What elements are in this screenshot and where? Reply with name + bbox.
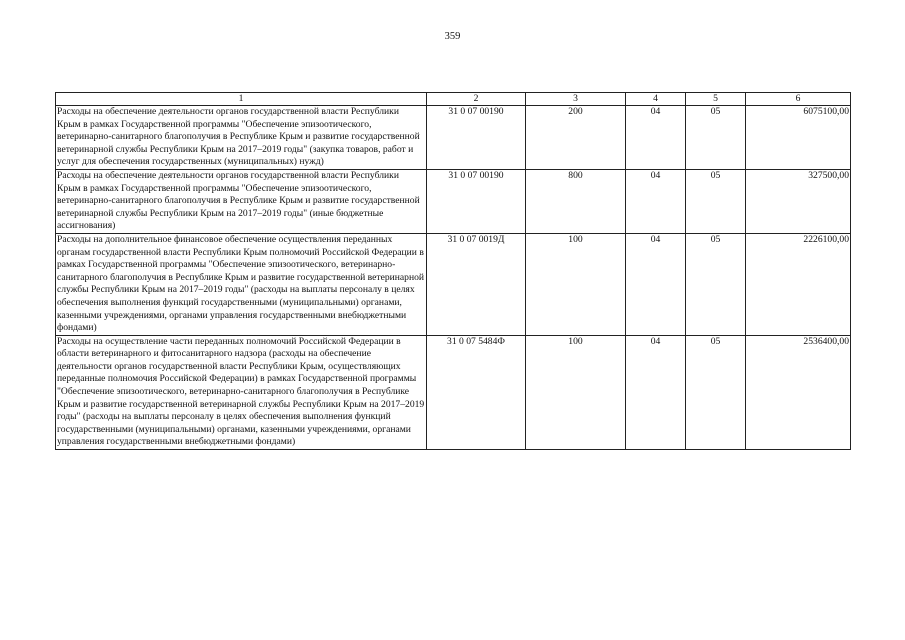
column-header: 2 xyxy=(427,93,526,106)
expense-description: Расходы на дополнительное финансовое обеспечение осуществления переданных органам государственной власти Республики Крым полномочий Российской Федерации в рамках Государственной программы "Обеспечение эпизоотического, ветеринарно-санитарного благополучия в Республике Крым и развитие государственной ветеринарной службы Республики Крым на 2017–2019 годы" (расходы на выплаты персоналу в целях обеспечения выполнения функций государственными (муниципальными) органами, казенными учреждениями, органами управления государственными внебюджетными фондами) xyxy=(56,233,427,335)
section-code: 04 xyxy=(626,106,686,170)
amount-value: 327500,00 xyxy=(746,169,851,233)
target-article-code: 31 0 07 00190 xyxy=(427,169,526,233)
expense-type-code: 200 xyxy=(526,106,626,170)
section-code: 04 xyxy=(626,169,686,233)
column-header: 1 xyxy=(56,93,427,106)
expense-type-code: 100 xyxy=(526,233,626,335)
subsection-code: 05 xyxy=(686,233,746,335)
expense-type-code: 800 xyxy=(526,169,626,233)
target-article-code: 31 0 07 5484Ф xyxy=(427,335,526,449)
expense-type-code: 100 xyxy=(526,335,626,449)
table-row xyxy=(56,233,851,335)
subsection-code: 05 xyxy=(686,335,746,449)
page-number: 359 xyxy=(444,31,461,42)
table-row xyxy=(56,335,851,449)
target-article-code: 31 0 07 00190 xyxy=(427,106,526,170)
expense-description: Расходы на обеспечение деятельности органов государственной власти Республики Крым в рамках Государственной программы "Обеспечение эпизоотического, ветеринарно-санитарного благополучия в Республике Крым и развитие государственной ветеринарной службы Республики Крым на 2017–2019 годы" (иные бюджетные ассигнования) xyxy=(56,169,427,233)
section-code: 04 xyxy=(626,335,686,449)
table-header-row xyxy=(56,93,851,106)
table-row xyxy=(56,106,851,170)
target-article-code: 31 0 07 0019Д xyxy=(427,233,526,335)
column-header: 4 xyxy=(626,93,686,106)
table-row xyxy=(56,169,851,233)
expense-description: Расходы на осуществление части переданных полномочий Российской Федерации в области ветеринарного и фитосанитарного надзора (расходы на обеспечение деятельности органов государственной власти Республики Крым, осуществляющих переданные полномочия Российской Федерации) в рамках Государственной программы "Обеспечение эпизоотического, ветеринарно-санитарного благополучия в Республике Крым и развитие государственной ветеринарной службы Республики Крым на 2017–2019 годы" (расходы на выплаты персоналу в целях обеспечения выполнения функций государственными (муниципальными) органами, казенными учреждениями, органами управления государственными внебюджетными фондами) xyxy=(56,335,427,449)
column-header: 5 xyxy=(686,93,746,106)
amount-value: 2226100,00 xyxy=(746,233,851,335)
subsection-code: 05 xyxy=(686,169,746,233)
expense-description: Расходы на обеспечение деятельности органов государственной власти Республики Крым в рамках Государственной программы "Обеспечение эпизоотического, ветеринарно-санитарного благополучия в Республике Крым и развитие государственной ветеринарной службы Республики Крым на 2017–2019 годы" (закупка товаров, работ и услуг для обеспечения государственных (муниципальных) нужд) xyxy=(56,106,427,170)
amount-value: 6075100,00 xyxy=(746,106,851,170)
column-header: 3 xyxy=(526,93,626,106)
column-header: 6 xyxy=(746,93,851,106)
budget-table xyxy=(55,92,851,450)
section-code: 04 xyxy=(626,233,686,335)
subsection-code: 05 xyxy=(686,106,746,170)
amount-value: 2536400,00 xyxy=(746,335,851,449)
